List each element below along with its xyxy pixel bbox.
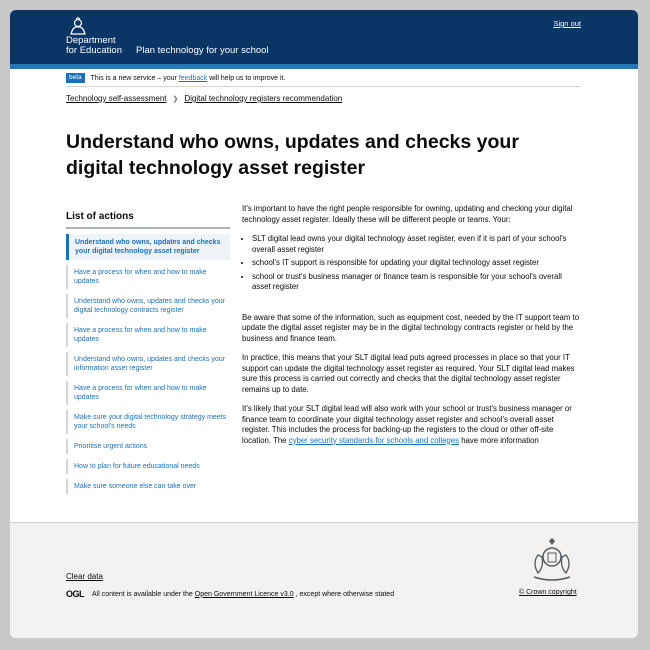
dept-line-1: Department <box>66 35 116 46</box>
crown-copyright-link[interactable]: © Crown copyright <box>519 589 577 596</box>
ogl-logo: OGL <box>66 589 84 599</box>
action-item[interactable]: Understand who owns, updates and checks your digital technology contracts register <box>66 294 230 318</box>
licence-text-after: , except where otherwise stated <box>295 590 395 598</box>
list-item: • school or trust's business manager or finance team is responsible for your school's overall asset register <box>252 272 582 293</box>
action-item[interactable]: How to plan for future educational needs <box>66 459 230 474</box>
action-item[interactable]: Have a process for when and how to make updates <box>66 381 230 405</box>
beta-banner <box>66 72 581 87</box>
list-item: • SLT digital lead owns your digital technology asset register, even if it is part of your school's overall asset register <box>252 234 582 255</box>
action-item[interactable]: Have a process for when and how to make updates <box>66 323 230 347</box>
action-item[interactable]: Make sure someone else can take over <box>66 479 230 494</box>
beta-text-after: will help us to improve it. <box>209 75 286 82</box>
responsibility-list <box>242 234 582 293</box>
page-title: Understand who owns, updates and checks your digital technology asset register <box>66 131 519 179</box>
department-logo-text[interactable] <box>66 36 122 56</box>
beta-text-before: This is a new service – your <box>90 75 177 82</box>
royal-coat-of-arms-icon <box>524 537 580 583</box>
browser-frame <box>10 10 638 638</box>
coordination-text-end: have more information <box>461 435 539 445</box>
action-item-current[interactable]: Understand who owns, updates and checks your digital technology asset register <box>66 234 230 260</box>
licence-statement <box>66 589 394 599</box>
cyber-security-standards-link[interactable]: cyber security standards for schools and colleges <box>288 435 460 445</box>
paragraph-equipment: Be aware that some of the information, such as equipment cost, needed by the IT support team to update the digital asset register may be in the digital technology contracts register or held by the business and finance team. <box>242 312 580 343</box>
divider <box>66 227 230 229</box>
action-item[interactable]: Make sure your digital technology strategy meets your school's needs <box>66 410 230 434</box>
feedback-link[interactable]: feedback <box>178 75 208 82</box>
site-header <box>10 10 638 64</box>
royal-crest-icon <box>67 17 89 35</box>
action-item[interactable]: Prioritise urgent actions <box>66 439 230 454</box>
breadcrumb-item-registers[interactable]: Digital technology registers recommendation <box>184 94 343 103</box>
chevron-right-icon: ❯ <box>172 95 179 103</box>
dept-line-2: for Education <box>66 45 122 56</box>
beta-tag: beta <box>66 73 85 83</box>
list-item: • school's IT support is responsible for updating your digital technology asset register <box>252 258 582 269</box>
paragraph-coordination <box>242 404 582 446</box>
list-of-actions <box>66 234 230 499</box>
intro-paragraph: It's important to have the right people responsible for owning, updating and checking your digital technology asset register. Ideally these will be different people or teams. Your: <box>242 204 573 224</box>
breadcrumb-item-self-assessment[interactable]: Technology self-assessment <box>66 94 167 103</box>
action-item[interactable]: Have a process for when and how to make updates <box>66 265 230 289</box>
licence-text-before: All content is available under the <box>92 590 193 598</box>
main-content <box>242 204 582 455</box>
header-stripe <box>10 64 638 69</box>
action-item[interactable]: Understand who owns, updates and checks your information asset register <box>66 352 230 376</box>
coordination-text: It's likely that your SLT digital lead will also work with your school or trust's business manager or finance team to coordinate your digital technology asset register and school's overall asset register. This includes the process for backing-up the registers to the cloud or other off-site location. The <box>242 404 572 445</box>
service-name-link[interactable]: Plan technology for your school <box>136 45 269 56</box>
open-government-licence-link[interactable]: Open Government Licence v3.0 <box>194 590 294 598</box>
list-of-actions-title: List of actions <box>66 211 134 222</box>
breadcrumb <box>66 94 342 103</box>
paragraph-practice: In practice, this means that your SLT digital lead puts agreed processes in place so that your IT support can update the digital technology asset register as required. Your SLT digital lead makes sure this process is carried out correctly and checks that the digital technology asset register remains up to date. <box>242 353 575 394</box>
site-footer <box>10 522 638 638</box>
sign-out-link[interactable]: Sign out <box>553 19 581 28</box>
clear-data-link[interactable]: Clear data <box>66 572 103 581</box>
